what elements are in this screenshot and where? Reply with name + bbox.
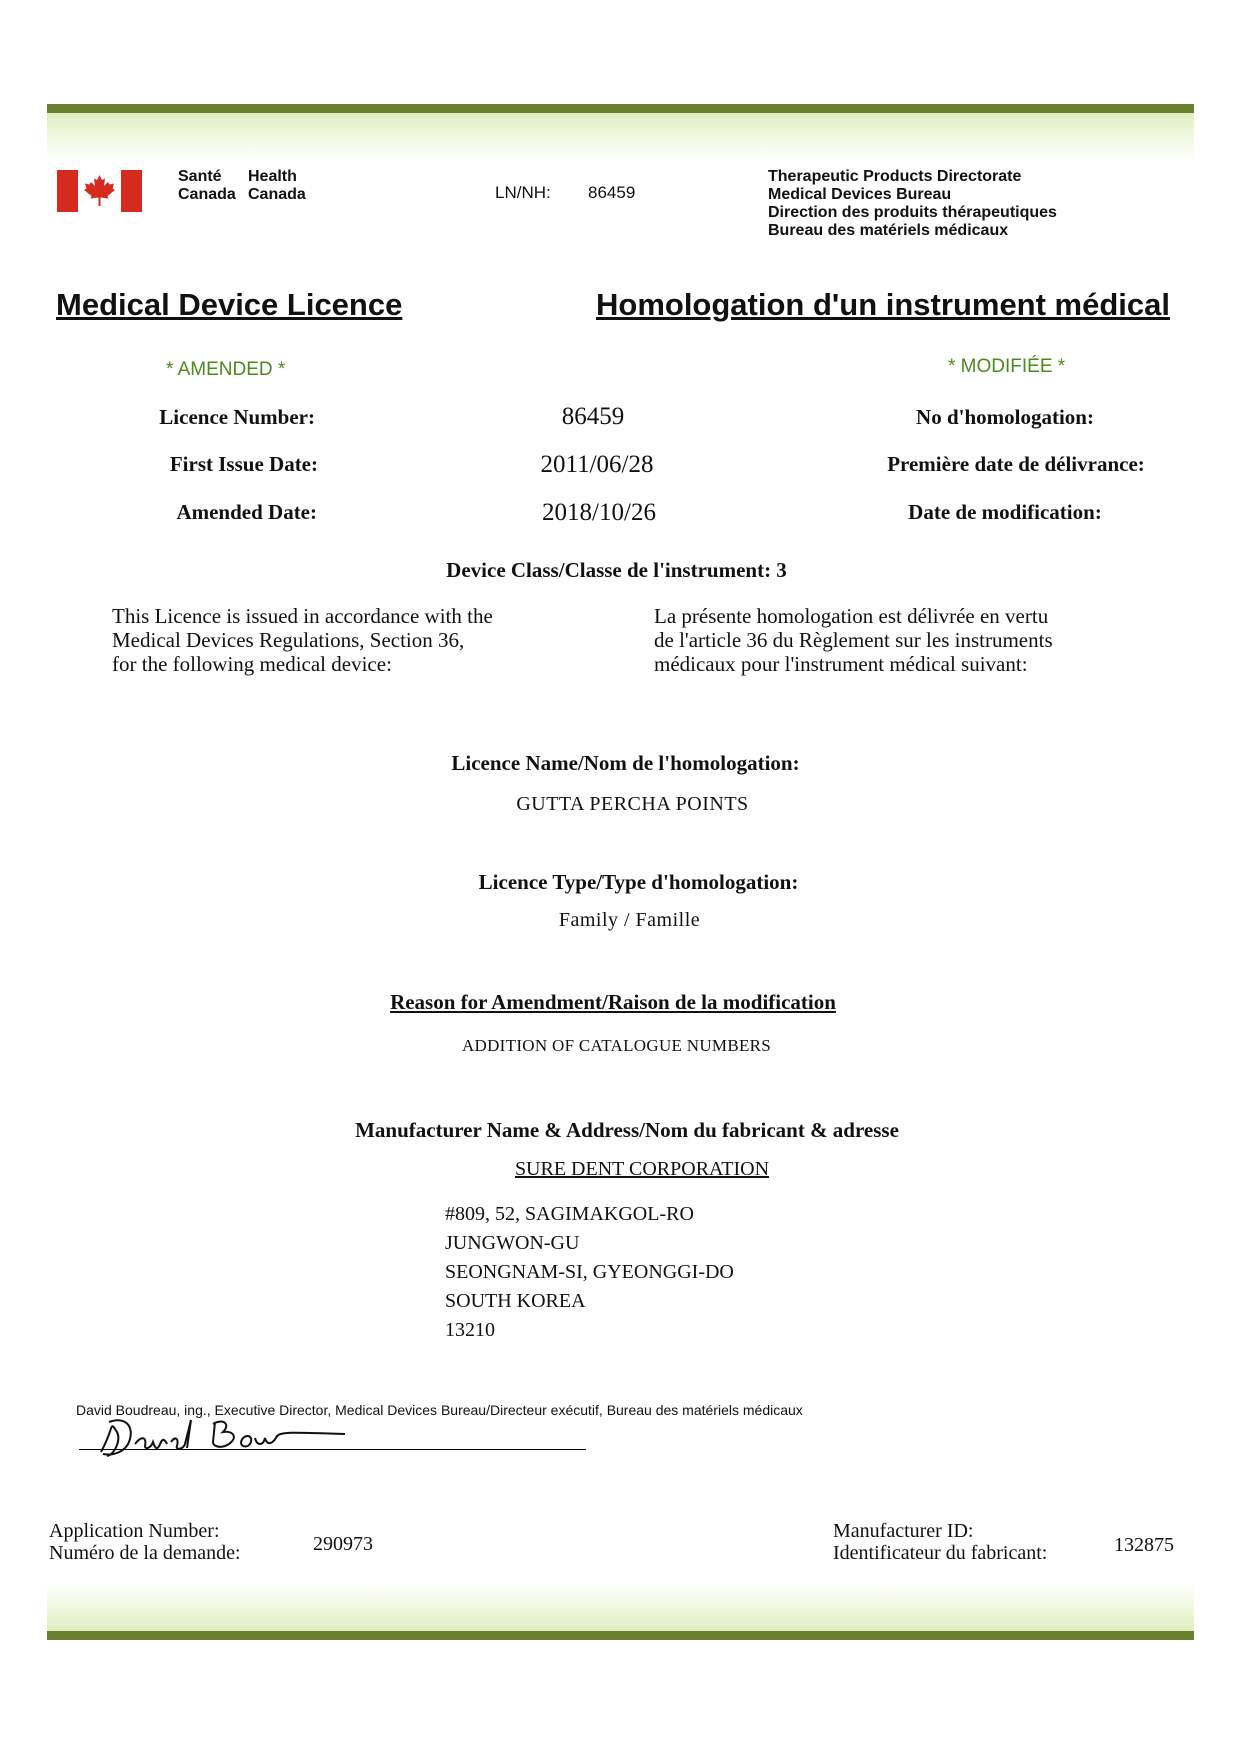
statement-en-line: for the following medical device: [112,652,392,676]
lnnh-number [495,183,635,203]
application-number-label [49,1520,241,1564]
device-class [0,558,1239,583]
amended-badge-en: * AMENDED * [166,359,286,380]
directorate-line: Direction des produits thérapeutiques [768,204,1057,221]
directorate-line: Therapeutic Products Directorate [768,168,1022,185]
header-band [47,104,1194,161]
manufacturer-id-label-fr: Identificateur du fabricant: [833,1542,1048,1564]
amended-date-label: Amended Date: [176,500,317,524]
handwritten-signature [95,1412,365,1462]
manufacturer-name: SURE DENT CORPORATION [514,1158,770,1180]
title-english: Medical Device Licence [56,287,403,322]
address-line: SEONGNAM-SI, GYEONGGI-DO [445,1261,734,1283]
licence-number-label-fr: No d'homologation: [916,405,1094,429]
manufacturer-id-value: 132875 [1114,1534,1174,1556]
amended-date-value: 2018/10/26 [542,499,656,526]
dept-fr-2: Canada [178,186,236,203]
statement-fr [654,604,1053,676]
lnnh-label: LN/NH: [495,183,551,202]
address-line: JUNGWON-GU [445,1232,580,1254]
title-french: Homologation d'un instrument médical [596,287,1170,322]
licence-type-heading: Licence Type/Type d'homologation: [478,870,799,894]
statement-fr-line: de l'article 36 du Règlement sur les instruments [654,628,1053,652]
signer-title: David Boudreau, ing., Executive Director, Medical Devices Bureau/Directeur exécutif, Bureau des matériels médicaux [76,1402,803,1418]
statement-fr-line: La présente homologation est délivrée en vertu [654,604,1049,628]
canada-flag-icon [57,170,142,212]
application-number-value: 290973 [313,1533,373,1555]
statement-fr-line: médicaux pour l'instrument médical suivant: [654,652,1028,676]
first-issue-date-value: 2011/06/28 [540,451,654,478]
manufacturer-heading: Manufacturer Name & Address/Nom du fabricant & adresse [355,1118,899,1142]
licence-number-label: Licence Number: [159,405,315,429]
address-line: SOUTH KOREA [445,1290,586,1312]
amended-date-label-fr: Date de modification: [908,500,1102,524]
licence-name-heading: Licence Name/Nom de l'homologation: [451,751,800,775]
directorate-line: Medical Devices Bureau [768,186,952,203]
first-issue-date-label: First Issue Date: [169,452,318,476]
licence-number-value: 86459 [561,403,625,430]
lnnh-value: 86459 [588,183,636,202]
statement-en-line: This Licence is issued in accordance with the [112,604,493,628]
application-label-fr: Numéro de la demande: [49,1542,241,1564]
licence-type-value: Family / Famille [558,909,701,931]
footer-band [47,1583,1194,1640]
application-label-en: Application Number: [49,1520,220,1542]
department-name [178,168,306,204]
directorate-block [768,168,1057,240]
licence-name-value: GUTTA PERCHA POINTS [516,793,749,815]
statement-en [112,604,493,676]
statement-en-line: Medical Devices Regulations, Section 36, [112,628,465,652]
dept-en-2: Canada [248,186,306,203]
manufacturer-id-label-en: Manufacturer ID: [833,1520,974,1542]
directorate-line: Bureau des matériels médicaux [768,222,1009,239]
first-issue-date-label-fr: Première date de délivrance: [887,452,1145,476]
device-class-text: Device Class/Classe de l'instrument: 3 [446,558,787,582]
address-line: 13210 [445,1319,495,1341]
address-line: #809, 52, SAGIMAKGOL-RO [445,1203,694,1225]
signature-line [79,1449,586,1450]
manufacturer-address [445,1200,734,1345]
amendment-heading: Reason for Amendment/Raison de la modification [390,990,836,1014]
manufacturer-id-label [833,1520,1047,1564]
amendment-reason: ADDITION OF CATALOGUE NUMBERS [461,1036,772,1055]
dept-fr-1: Santé [178,168,222,185]
amended-badge-fr: * MODIFIÉE * [948,356,1066,377]
dept-en-1: Health [248,168,297,185]
